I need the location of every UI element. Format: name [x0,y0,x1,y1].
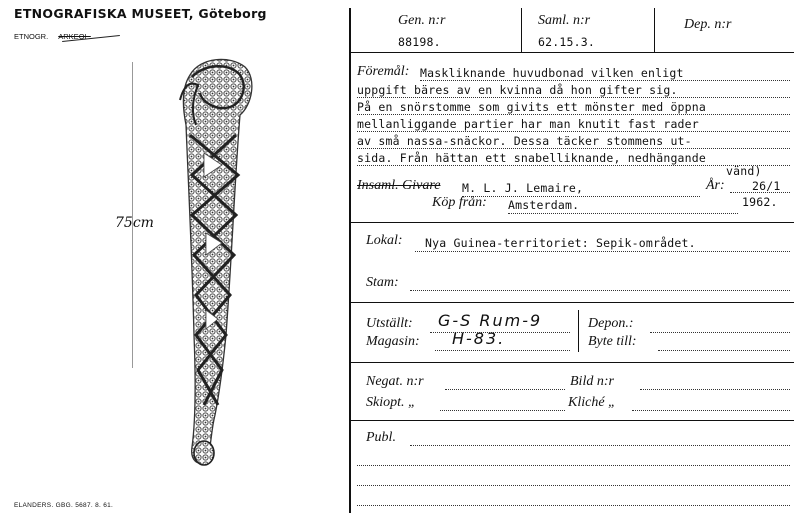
publ-label: Publ. [366,430,396,445]
printer-imprint: ELANDERS. GBG. 5687. 8. 61. [14,502,114,509]
negat-nr-label: Negat. n:r [366,374,424,389]
dotted-rule [357,465,790,466]
saml-nr-value: 62.15.3. [538,35,595,49]
utstallt-label: Utställt: [366,316,413,331]
dep-nr-label: Dep. n:r [684,17,732,32]
foremal-line-3: På en snörstomme som givits ett mönster med öppna [357,100,707,114]
cliche-label: Kliché „ [568,395,616,410]
dept-arkeol: ARKEOL. [58,32,91,41]
dotted-rule [650,332,790,333]
rule-after-placement [349,362,794,363]
gen-nr-label: Gen. n:r [398,13,446,28]
stam-label: Stam: [366,275,399,290]
measure-line [132,62,133,368]
dotted-rule [658,350,790,351]
dotted-rule [357,485,790,486]
rule-after-foremal [349,222,794,223]
dotted-rule [357,114,790,115]
kop-fran-value: Amsterdam. [508,198,580,212]
dotted-rule [357,97,790,98]
museum-name: ETNOGRAFISKA MUSEET, Göteborg [14,6,267,21]
foremal-line-4: mellanliggande partier har man knutit fast rader [357,117,699,131]
rule-top [349,52,794,53]
dotted-rule [415,251,790,252]
ar-label: År: [706,178,725,193]
headdress-photo [160,55,280,470]
ar-value-year: 1962. [742,195,778,209]
foremal-line-6: sida. Från hättan ett snabelliknande, nedhängande [357,151,707,165]
dotted-rule [410,290,790,291]
foremal-line-2: uppgift bäres av en kvinna då hon gifter sig. [357,83,678,97]
dotted-rule [632,410,790,411]
bild-nr-label: Bild n:r [570,374,614,389]
foremal-continued: vänd) [726,164,762,178]
byte-till-label: Byte till: [588,334,637,349]
dotted-rule [462,196,700,197]
dept-etnogr: ETNOGR. [14,32,49,41]
divider-saml-dep [654,8,655,52]
utstallt-value: G-S Rum-9 [438,311,543,330]
insaml-givare-label: Insaml. Givare [357,178,441,193]
dotted-rule [357,165,790,166]
dotted-rule [357,131,790,132]
lokal-value: Nya Guinea-territoriet: Sepik-området. [425,236,696,250]
rule-after-stam [349,302,794,303]
ar-value-date: 26/1 [752,179,781,193]
dotted-rule [357,505,790,506]
foremal-label: Föremål: [357,64,410,79]
magasin-value: H-83. [452,329,506,348]
divider-gen-saml [521,8,522,52]
dotted-rule [435,350,570,351]
dotted-rule [357,148,790,149]
depon-label: Depon.: [588,316,634,331]
gen-nr-value: 88198. [398,35,441,49]
dotted-rule [445,389,565,390]
dotted-rule [410,445,790,446]
divider-placement [578,310,579,352]
saml-nr-label: Saml. n:r [538,13,591,28]
rule-after-photo [349,420,794,421]
foremal-line-5: av små nassa-snäckor. Dessa täcker stommens ut- [357,134,692,148]
dotted-rule [420,80,790,81]
skiopt-label: Skiopt. „ [366,395,416,410]
donor-value: M. L. J. Lemaire, [462,181,584,195]
foremal-line-1: Maskliknande huvudbonad vilken enligt [420,66,684,80]
dotted-rule [640,389,790,390]
dotted-rule [440,410,565,411]
kop-fran-label: Köp från: [432,195,487,210]
magasin-label: Magasin: [366,334,420,349]
dotted-rule [508,213,738,214]
dotted-rule [730,192,790,193]
lokal-label: Lokal: [366,233,403,248]
height-measurement: 75cm [115,215,154,231]
